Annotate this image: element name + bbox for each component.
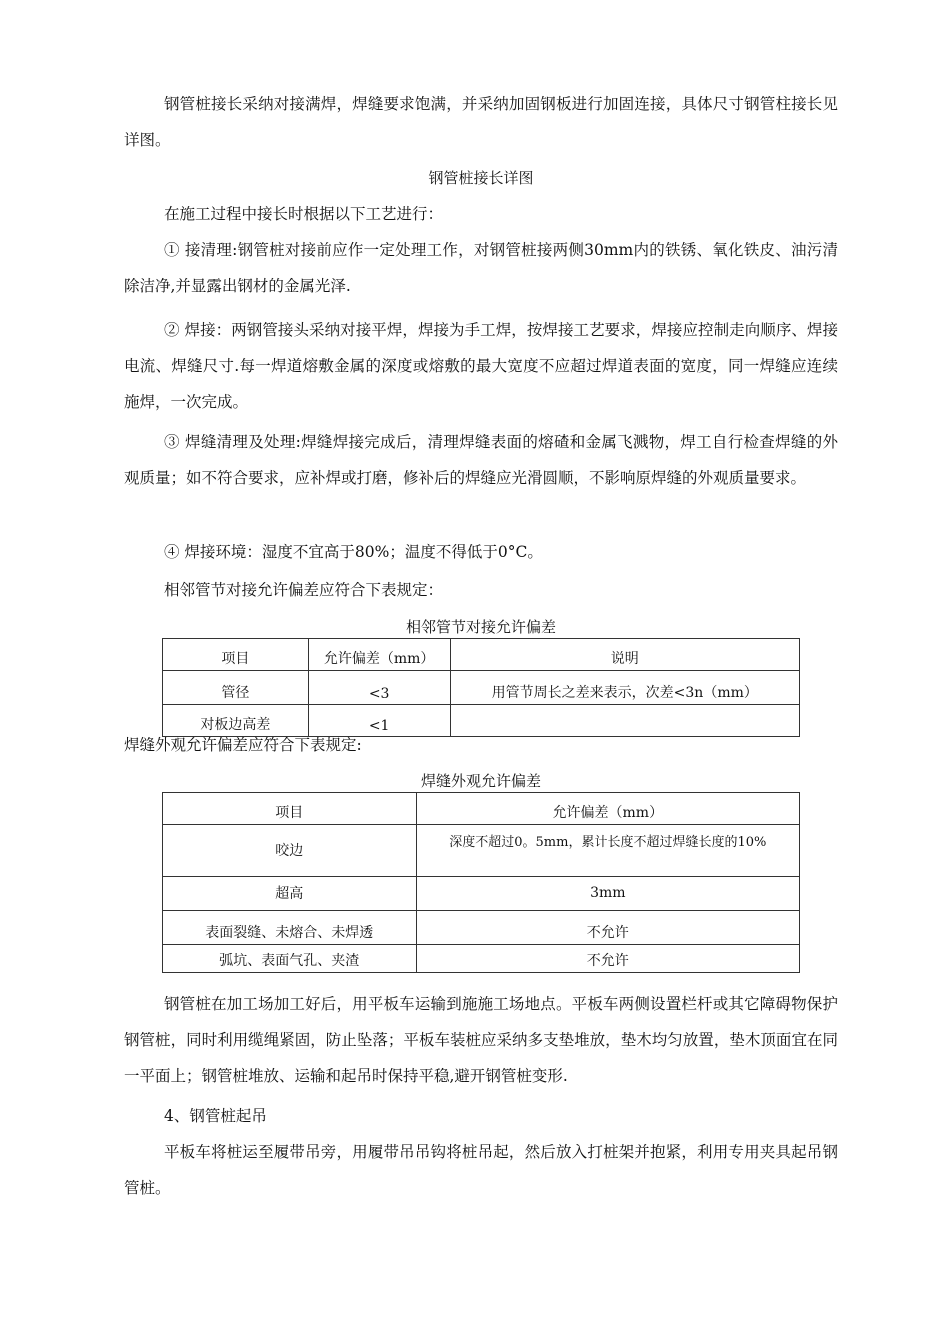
table1-title: 相邻管节对接允许偏差 bbox=[405, 618, 556, 636]
table-row bbox=[163, 911, 800, 945]
table-cell: 弧坑、表面气孔、夹渣 bbox=[163, 945, 417, 973]
section-heading-lifting: 4、钢管桩起吊 bbox=[164, 1107, 267, 1125]
weld-appearance-tolerance-table bbox=[162, 792, 800, 973]
header-cell: 项目 bbox=[163, 639, 309, 671]
table-row bbox=[163, 877, 800, 911]
table-header-row bbox=[163, 639, 800, 671]
table-cell: 深度不超过0。5mm，累计长度不超过焊缝长度的10% bbox=[416, 825, 799, 877]
header-cell: 项目 bbox=[163, 793, 417, 825]
paragraph-lifting: 平板车将桩运至履带吊旁，用履带吊吊钩将桩吊起，然后放入打桩架并抱紧，利用专用夹具起吊钢管桩。 bbox=[124, 1143, 838, 1197]
paragraph-step-environment: ④ 焊接环境：湿度不宜高于80%；温度不得低于0°C。 bbox=[164, 543, 543, 561]
table-cell: 不允许 bbox=[416, 945, 799, 973]
table-header-row bbox=[163, 793, 800, 825]
table2-title: 焊缝外观允许偏差 bbox=[420, 772, 541, 790]
table-cell: 用管节周长之差来表示，次差<3n（mm） bbox=[450, 671, 799, 705]
paragraph-step-welding: ② 焊接：两钢管接头采纳对接平焊，焊接为手工焊，按焊接工艺要求，焊接应控制走向顺序、焊接电流、焊缝尺寸.每一焊道熔敷金属的深度或熔敷的最大宽度不应超过焊道表面的宽度，同一焊缝应连续施焊，一次完成。 bbox=[124, 321, 838, 411]
table-row bbox=[163, 945, 800, 973]
table-row bbox=[163, 671, 800, 705]
adjacent-pipe-tolerance-table bbox=[162, 638, 800, 737]
table-cell: 3mm bbox=[416, 877, 799, 911]
figure-caption: 钢管桩接长详图 bbox=[428, 169, 534, 187]
table-cell: 管径 bbox=[163, 671, 309, 705]
paragraph-step-cleaning: ① 接清理:钢管桩对接前应作一定处理工作，对钢管桩接两侧30mm内的铁锈、氧化铁皮、油污清除洁净,并显露出钢材的金属光泽. bbox=[124, 241, 838, 295]
table-cell: <3 bbox=[308, 671, 450, 705]
paragraph-table1-intro: 相邻管节对接允许偏差应符合下表规定： bbox=[164, 581, 444, 599]
table-cell: 对板边高差 bbox=[163, 705, 309, 737]
table-cell: <1 bbox=[308, 705, 450, 737]
paragraph-pipe-extension: 钢管桩接长采纳对接满焊，焊缝要求饱满，并采纳加固钢板进行加固连接，具体尺寸钢管柱接长见详图。 bbox=[124, 95, 838, 149]
header-cell: 允许偏差（mm） bbox=[416, 793, 799, 825]
header-cell: 说明 bbox=[450, 639, 799, 671]
table-cell: 咬边 bbox=[163, 825, 417, 877]
table-row bbox=[163, 825, 800, 877]
table-cell: 超高 bbox=[163, 877, 417, 911]
paragraph-transport: 钢管桩在加工场加工好后，用平板车运输到施施工场地点。平板车两侧设置栏杆或其它障碍物保护钢管桩，同时利用缆绳紧固，防止坠落；平板车装桩应采纳多支垫堆放，垫木均匀放置，垫木顶面宜在同一平面上；钢管桩堆放、运输和起吊时保持平稳,避开钢管桩变形. bbox=[124, 995, 838, 1085]
paragraph-table2-intro: 焊缝外观允许偏差应符合下表规定: bbox=[124, 736, 362, 754]
table-cell: 表面裂缝、未熔合、未焊透 bbox=[163, 911, 417, 945]
paragraph-step-weld-cleanup: ③ 焊缝清理及处理:焊缝焊接完成后，清理焊缝表面的熔碴和金属飞溅物，焊工自行检查焊缝的外观质量；如不符合要求，应补焊或打磨，修补后的焊缝应光滑圆顺，不影响原焊缝的外观质量要求。 bbox=[124, 433, 838, 487]
table-cell: 不允许 bbox=[416, 911, 799, 945]
header-cell: 允许偏差（mm） bbox=[308, 639, 450, 671]
paragraph-process-intro: 在施工过程中接长时根据以下工艺进行： bbox=[164, 205, 444, 223]
